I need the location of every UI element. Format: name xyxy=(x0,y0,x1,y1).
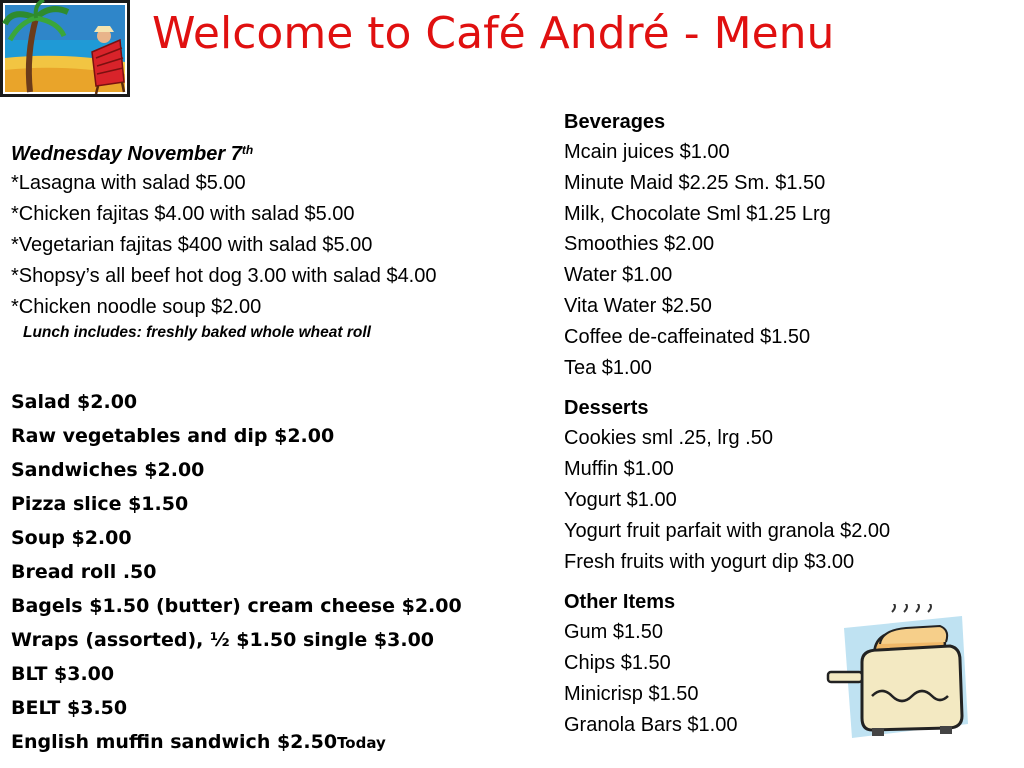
other-items-heading: Other Items xyxy=(564,591,676,614)
menu-item: BELT $3.50 xyxy=(11,697,128,719)
beverage-item: Smoothies $2.00 xyxy=(564,233,715,256)
lunch-item: *Shopsy’s all beef hot dog 3.00 with salad $4.00 xyxy=(11,265,437,287)
beach-logo-image xyxy=(0,0,130,97)
beverage-item: Tea $1.00 xyxy=(564,356,652,379)
beverages-heading: Beverages xyxy=(564,111,666,133)
lunch-item: *Lasagna with salad $5.00 xyxy=(11,172,246,194)
lunch-note: Lunch includes: freshly baked whole wheat roll xyxy=(23,324,371,341)
beverage-item: Water $1.00 xyxy=(564,264,673,287)
page-title: Welcome to Café André - Menu xyxy=(152,8,835,59)
dessert-item: Yogurt $1.00 xyxy=(564,488,677,511)
lunch-item: *Chicken fajitas $4.00 with salad $5.00 xyxy=(11,203,355,225)
lunch-item: *Chicken noodle soup $2.00 xyxy=(11,296,262,318)
menu-item: Salad $2.00 xyxy=(11,391,138,413)
lunch-specials xyxy=(11,140,566,343)
beverage-item: Coffee de-caffeinated $1.50 xyxy=(564,325,811,348)
specials-date xyxy=(11,140,566,168)
dessert-item: Muffin $1.00 xyxy=(564,458,674,481)
menu-item: Wraps (assorted), ½ $1.50 single $3.00 xyxy=(11,629,435,651)
menu-item: Pizza slice $1.50 xyxy=(11,493,189,515)
beverage-item: Vita Water $2.50 xyxy=(564,294,712,317)
beverage-item: Mcain juices $1.00 xyxy=(564,141,730,163)
desserts-section xyxy=(564,393,1014,577)
daily-menu-list xyxy=(11,385,551,760)
other-item: Granola Bars $1.00 xyxy=(564,713,738,736)
other-item: Minicrisp $1.50 xyxy=(564,682,699,705)
beverage-item: Milk, Chocolate Sml $1.25 Lrg xyxy=(564,202,831,225)
lunch-item: *Vegetarian fajitas $400 with salad $5.00 xyxy=(11,234,373,256)
menu-item: Bread roll .50 xyxy=(11,561,157,583)
menu-item: Soup $2.00 xyxy=(11,527,132,549)
other-item: Chips $1.50 xyxy=(564,652,671,675)
beverages-section xyxy=(564,107,1014,383)
specials-date-suffix: th xyxy=(241,143,254,157)
specials-date-text: Wednesday November 7 xyxy=(11,143,242,165)
menu-item: BLT $3.00 xyxy=(11,663,115,685)
menu-item-last xyxy=(11,725,551,760)
menu-item-text: English muffin sandwich $2.50 xyxy=(11,731,338,753)
toaster-image xyxy=(822,604,974,742)
beverage-item: Minute Maid $2.25 Sm. $1.50 xyxy=(564,171,826,194)
today-tag: Today xyxy=(337,734,386,752)
dessert-item: Fresh fruits with yogurt dip $3.00 xyxy=(564,550,855,573)
dessert-item: Cookies sml .25, lrg .50 xyxy=(564,427,773,450)
menu-item: Sandwiches $2.00 xyxy=(11,459,205,481)
dessert-item: Yogurt fruit parfait with granola $2.00 xyxy=(564,519,891,542)
other-item: Gum $1.50 xyxy=(564,621,663,644)
menu-item: Bagels $1.50 (butter) cream cheese $2.00 xyxy=(11,595,462,617)
menu-item: Raw vegetables and dip $2.00 xyxy=(11,425,335,447)
desserts-heading: Desserts xyxy=(564,397,649,420)
